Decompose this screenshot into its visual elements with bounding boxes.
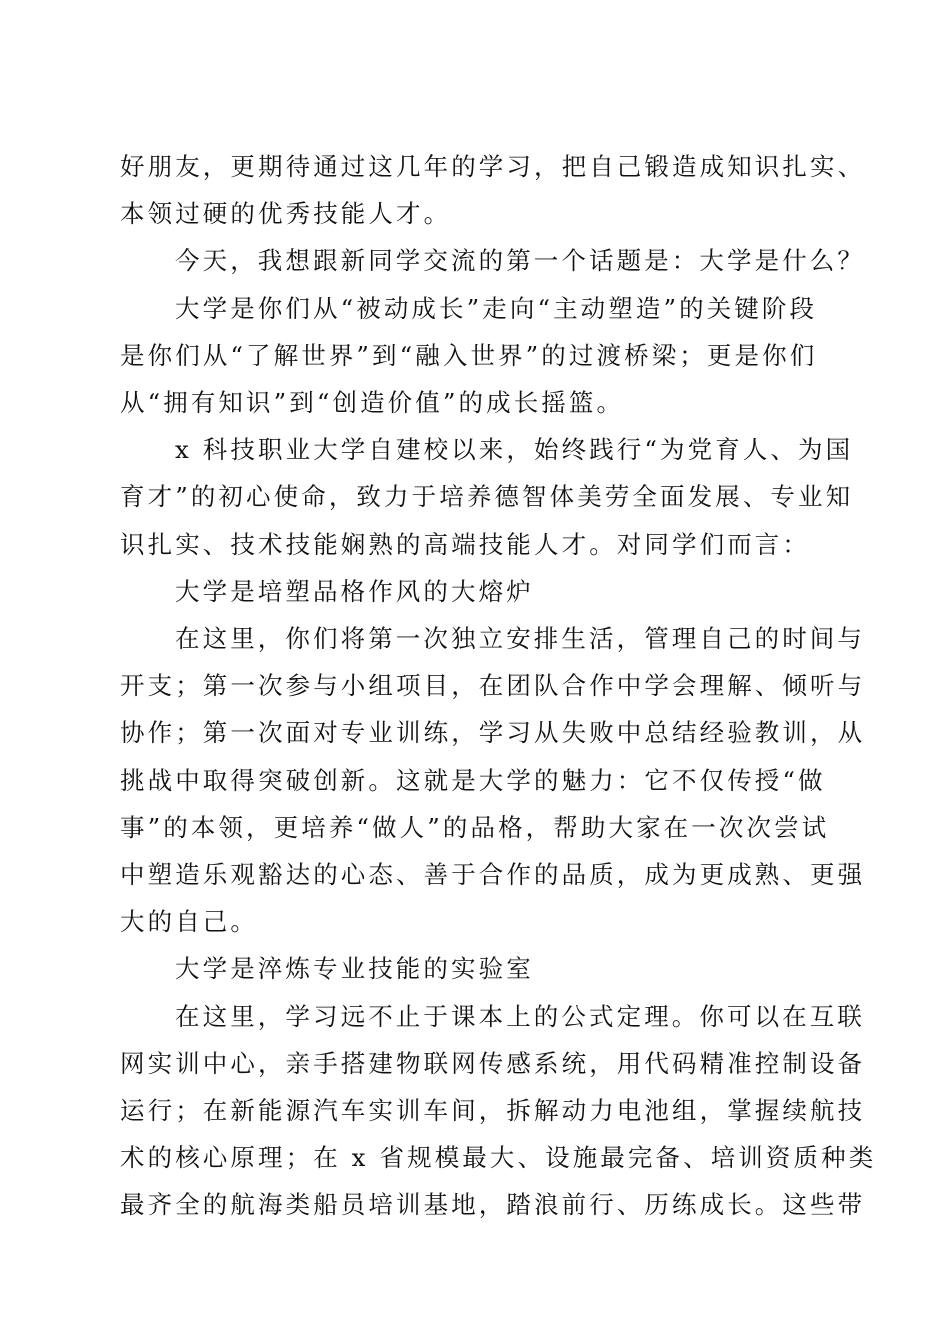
text-line: 中塑造乐观豁达的心态、善于合作的品质，成为更成熟、更强 (120, 860, 866, 890)
text-line: 好朋友，更期待通过这几年的学习，把自己锻造成知识扎实、 (120, 152, 866, 181)
paragraph-4 (120, 426, 854, 568)
text-line: 协作；第一次面对专业训练，学习从失败中总结经验教训，从 (120, 718, 866, 748)
text-line: 大学是淬炼专业技能的实验室 (175, 954, 534, 984)
text-line: 识扎实、技术技能娴熟的高端技能人才。对同学们而言： (120, 529, 810, 559)
paragraph-5 (120, 615, 866, 945)
text-line: 育才”的初心使命，致力于培养德智体美劳全面发展、专业知 (120, 482, 854, 512)
text-line: 本领过硬的优秀技能人才。 (120, 199, 452, 229)
section-heading-1 (120, 568, 825, 615)
text-line: 从“拥有知识”到“创造价值”的成长摇篮。 (120, 388, 625, 418)
text-line: 网实训中心，亲手搭建物联网传感系统，用代码精准控制设备 (120, 1048, 866, 1078)
text-line: 最齐全的航海类船员培训基地，踏浪前行、历练成长。这些带 (120, 1190, 866, 1220)
paragraph-3 (120, 285, 825, 427)
text-line: 术的核心原理；在 x 省规模最大、设施最完备、培训资质种类 (120, 1143, 877, 1173)
text-line: 事”的本领，更培养“做人”的品格，帮助大家在一次次尝试 (120, 812, 830, 842)
text-line: 挑战中取得突破创新。这就是大学的魅力：它不仅传授“做 (120, 765, 826, 795)
text-line: 运行；在新能源汽车实训车间，拆解动力电池组，掌握续航技 (120, 1096, 866, 1126)
text-line: 在这里，学习远不止于课本上的公式定理。你可以在互联 (175, 1001, 865, 1031)
paragraph-6 (120, 993, 877, 1229)
text-line: 今天，我想跟新同学交流的第一个话题是：大学是什么？ (175, 246, 865, 276)
paragraph-2 (120, 237, 865, 284)
section-heading-2 (120, 945, 825, 992)
text-line: 大学是你们从“被动成长”走向“主动塑造”的关键阶段 (175, 293, 818, 323)
text-line: 在这里，你们将第一次独立安排生活，管理自己的时间与 (175, 624, 865, 654)
text-line: 大的自己。 (120, 907, 258, 937)
text-line: x 科技职业大学自建校以来，始终践行“为党育人、为国 (175, 435, 854, 465)
text-line: 开支；第一次参与小组项目，在团队合作中学会理解、倾听与 (120, 671, 866, 701)
document-body (120, 143, 877, 1229)
text-line: 大学是培塑品格作风的大熔炉 (175, 576, 534, 606)
paragraph-1 (120, 143, 866, 237)
text-line: 是你们从“了解世界”到“融入世界”的过渡桥梁；更是你们 (120, 340, 818, 370)
